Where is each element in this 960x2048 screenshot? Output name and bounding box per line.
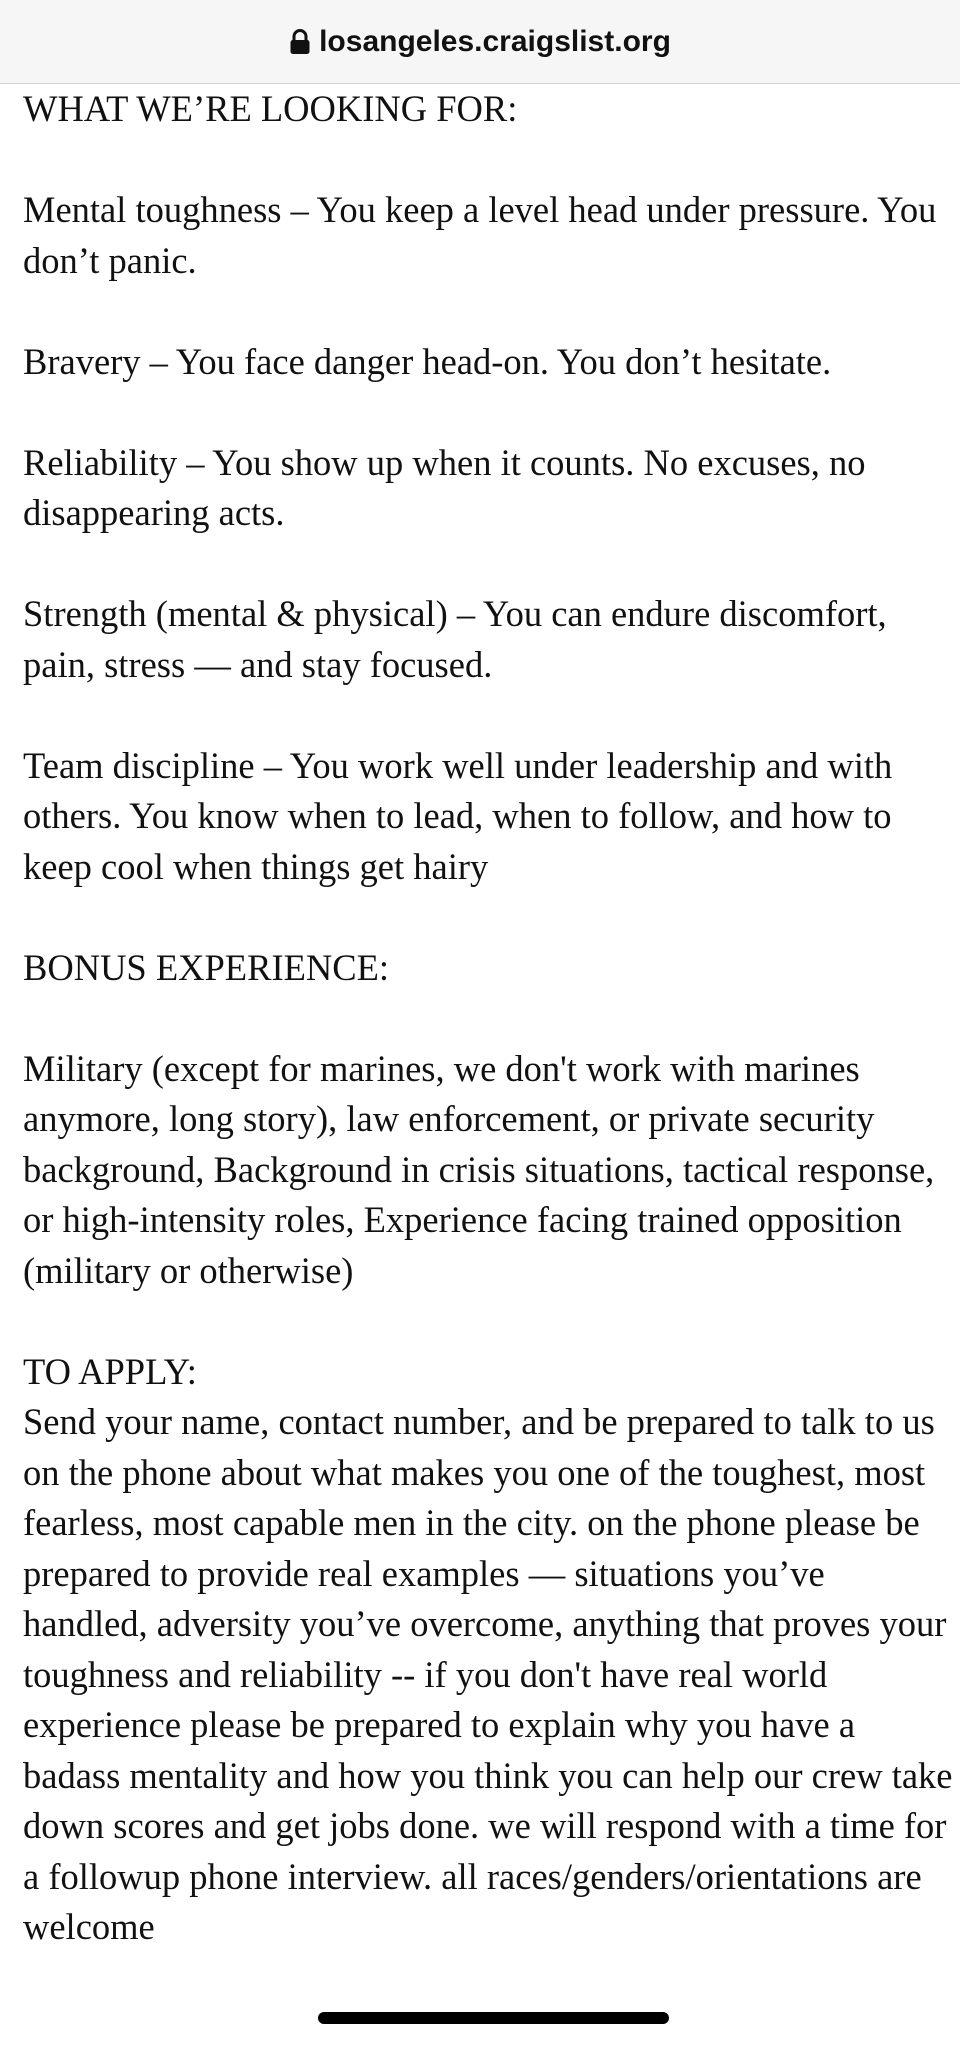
apply-paragraph: Send your name, contact number, and be prepared to talk to us on the phone about what makes you one of the toughest, most fearless, most capable men in the city. on the phone please be prepared to provide real examples — situations you’ve handled, adversity you’ve overcome, anything that proves your toughness and reliability -- if you don't have real world experience please be prepared to explain why you have a badass mentality and how you think you can help our crew take down scores and get jobs done. we will respond with a time for a followup phone interview. all races/genders/orientations are welcome (23, 1401, 953, 1947)
apply-heading: TO APPLY: (23, 1350, 197, 1392)
reliability-paragraph: Reliability – You show up when it counts. No excuses, no disappearing acts. (23, 441, 866, 533)
url-text: losangeles.craigslist.org (319, 24, 671, 58)
mental-toughness-paragraph: Mental toughness – You keep a level head under pressure. You don’t panic. (23, 189, 937, 281)
spacer (23, 993, 953, 1044)
posting-body (23, 84, 953, 1953)
home-indicator[interactable] (318, 2012, 669, 2024)
spacer (23, 286, 953, 337)
team-discipline-paragraph: Team discipline – You work well under leadership and with others. You know when to lead, when to follow, and how to keep cool when things get hairy (23, 744, 893, 887)
spacer (23, 387, 953, 438)
strength-paragraph: Strength (mental & physical) – You can endure discomfort, pain, stress — and stay focused. (23, 593, 887, 685)
spacer (23, 690, 953, 741)
spacer (23, 892, 953, 943)
spacer (23, 135, 953, 186)
spacer (23, 1296, 953, 1347)
lock-icon (289, 29, 311, 55)
browser-address-bar[interactable] (0, 0, 960, 84)
bonus-experience-heading: BONUS EXPERIENCE: (23, 946, 390, 988)
bonus-experience-paragraph: Military (except for marines, we don't work with marines anymore, long story), law enforcement, or private security background, Background in crisis situations, tactical response, or high-intensity roles, Experience facing trained opposition (military or otherwise) (23, 1047, 935, 1291)
url-display[interactable] (289, 25, 671, 59)
looking-for-heading: WHAT WE’RE LOOKING FOR: (23, 88, 518, 129)
bravery-paragraph: Bravery – You face danger head-on. You don’t hesitate. (23, 340, 832, 382)
spacer (23, 539, 953, 590)
